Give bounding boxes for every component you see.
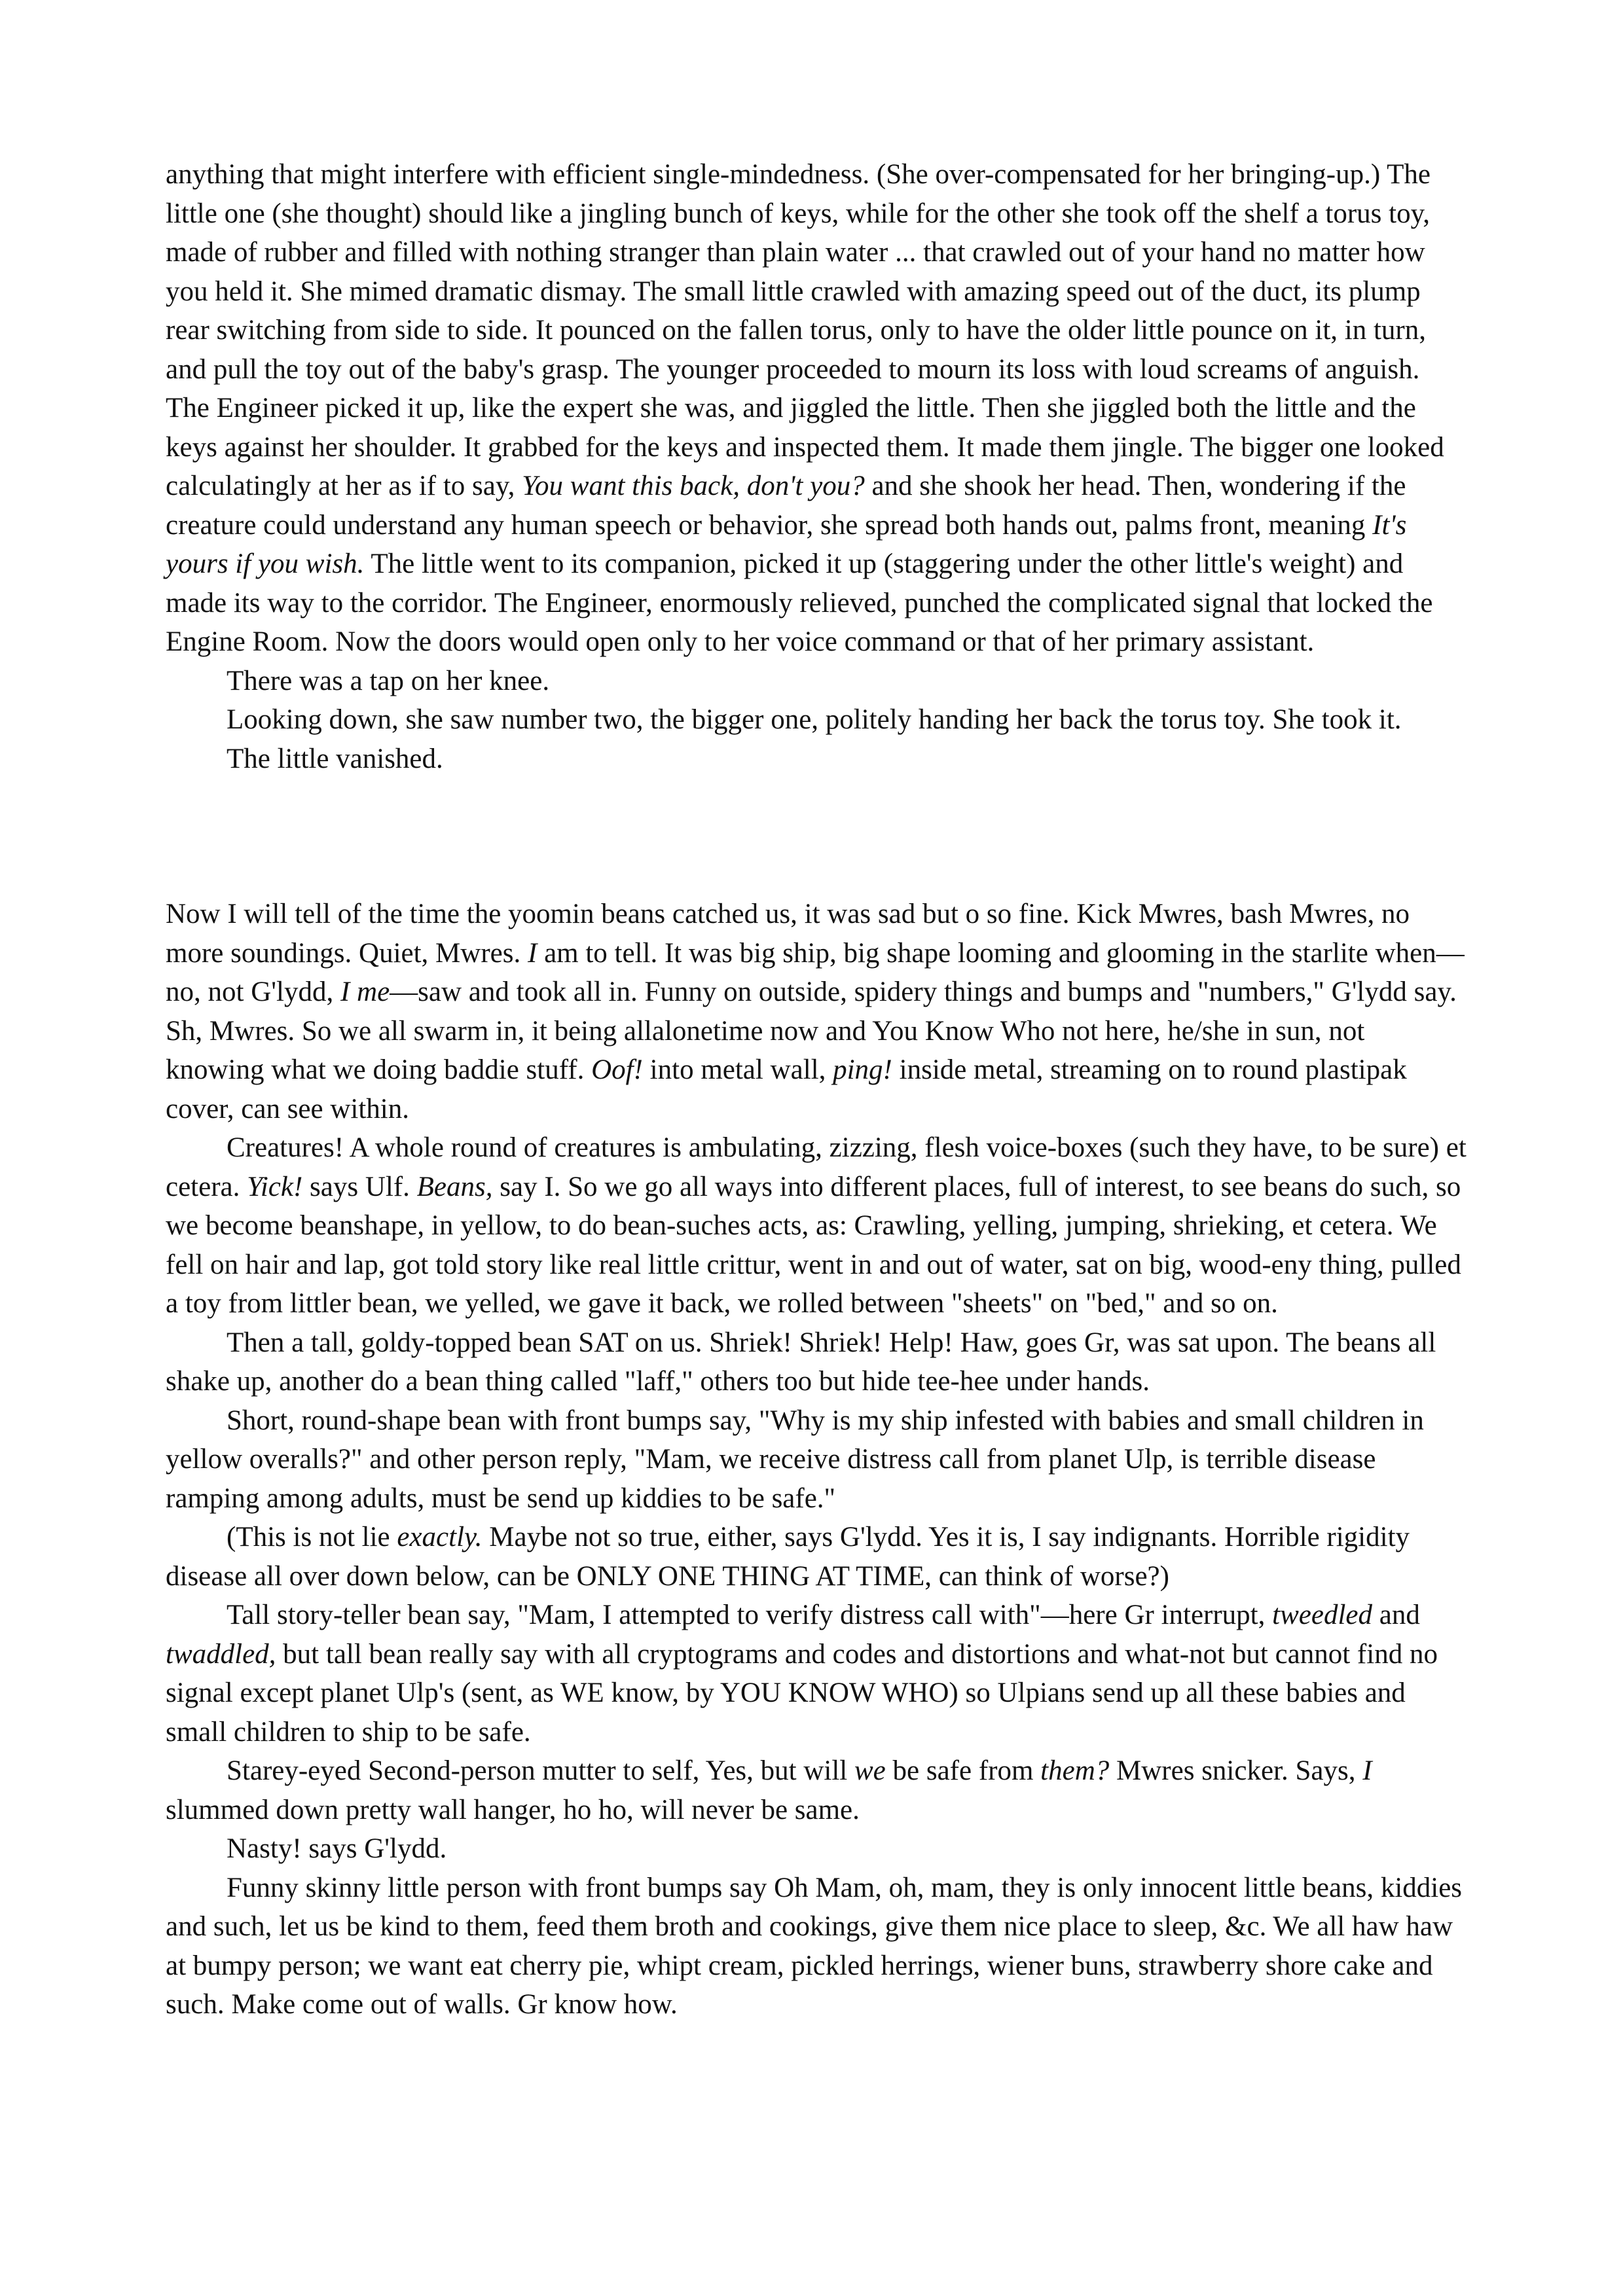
- paragraph: Now I will tell of the time the yoomin beans catched us, it was sad but o so fine. Kick Mwres, bash Mwres, no more soundings. Quiet, Mwres. I am to tell. It was big ship, big shape looming and glooming in the starlite when—no, not G'lydd, I me—saw and took all in. Funny on outside, spidery things and bumps and "numbers," G'lydd say. Sh, Mwres. So we all swarm in, it being allalonetime now and You Know Who not here, he/she in sun, not knowing what we doing baddie stuff. Oof! into metal wall, ping! inside metal, streaming on to round plastipak cover, can see within.: [166, 899, 1465, 1124]
- paragraph: Nasty! says G'lydd.: [227, 1833, 447, 1864]
- paragraph: Tall story-teller bean say, "Mam, I attempted to verify distress call with"—here Gr interrupt, tweedled and twaddled, but tall bean really say with all cryptograms and codes and distortions and what-not but cannot find no signal except planet Ulp's (sent, as WE know, by YOU KNOW WHO) so Ulpians send up all these babies and small children to ship to be safe.: [166, 1600, 1438, 1748]
- paragraph: Then a tall, goldy-topped bean SAT on us. Shriek! Shriek! Help! Haw, goes Gr, was sat upon. The beans all shake up, another do a bean thing called "laff," others too but hide tee-hee under hands.: [166, 1327, 1436, 1397]
- paragraph: The little vanished.: [227, 743, 443, 774]
- paragraph: Funny skinny little person with front bumps say Oh Mam, oh, mam, they is only innocent little beans, kiddies and such, let us be kind to them, feed them broth and cookings, give them nice place to sleep, &c. We all haw haw at bumpy person; we want eat cherry pie, whipt cream, pickled herrings, wiener buns, strawberry shore cake and such. Make come out of walls. Gr know how.: [166, 1872, 1463, 2020]
- paragraph: Creatures! A whole round of creatures is ambulating, zizzing, flesh voice-boxes (such they have, to be sure) et cetera. Yick! says Ulf. Beans, say I. So we go all ways into different places, full of interest, to see beans do such, so we become beanshape, in yellow, to do bean-suches acts, as: Crawling, yelling, jumping, shrieking, et cetera. We fell on hair and lap, got told story like real little crittur, went in and out of water, sat on big, wood-eny thing, pulled a toy from littler bean, we yelled, we gave it back, we rolled between "sheets" on "bed," and so on.: [166, 1132, 1467, 1319]
- paragraph: There was a tap on her knee.: [227, 665, 550, 696]
- section-break: [166, 778, 1468, 895]
- paragraph: Short, round-shape bean with front bumps say, "Why is my ship infested with babies and small children in yellow overalls?" and other person reply, "Mam, we receive distress call from planet Ulp, is terrible disease ramping among adults, must be send up kiddies to be safe.": [166, 1405, 1424, 1514]
- paragraph: anything that might interfere with efficient single-mindedness. (She over-compensated for her bringing-up.) The little one (she thought) should like a jingling bunch of keys, while for the other she took off the shelf a torus toy, made of rubber and filled with nothing stranger than plain water ... that crawled out of your hand no matter how you held it. She mimed dramatic dismay. The small little crawled with amazing speed out of the duct, its plump rear switching from side to side. It pounced on the fallen torus, only to have the older little pounce on it, in turn, and pull the toy out of the baby's grasp. The younger proceeded to mourn its loss with loud screams of anguish. The Engineer picked it up, like the expert she was, and jiggled the little. Then she jiggled both the little and the keys against her shoulder. It grabbed for the keys and inspected them. It made them jingle. The bigger one looked calculatingly at her as if to say, You want this back, don't you? and she shook her head. Then, wondering if the creature could understand any human speech or behavior, she spread both hands out, palms front, meaning It's yours if you wish. The little went to its companion, picked it up (staggering under the other little's weight) and made its way to the corridor. The Engineer, enormously relieved, punched the complicated signal that locked the Engine Room. Now the doors would open only to her voice command or that of her primary assistant.: [166, 159, 1444, 657]
- document-page: [166, 155, 1468, 2024]
- paragraph: Starey-eyed Second-person mutter to self, Yes, but will we be safe from them? Mwres snicker. Says, I slummed down pretty wall hanger, ho ho, will never be same.: [166, 1755, 1372, 1825]
- paragraph: Looking down, she saw number two, the bigger one, politely handing her back the torus toy. She took it.: [227, 704, 1402, 735]
- paragraph: (This is not lie exactly. Maybe not so true, either, says G'lydd. Yes it is, I say indignants. Horrible rigidity disease all over down below, can be ONLY ONE THING AT TIME, can think of worse?): [166, 1522, 1410, 1592]
